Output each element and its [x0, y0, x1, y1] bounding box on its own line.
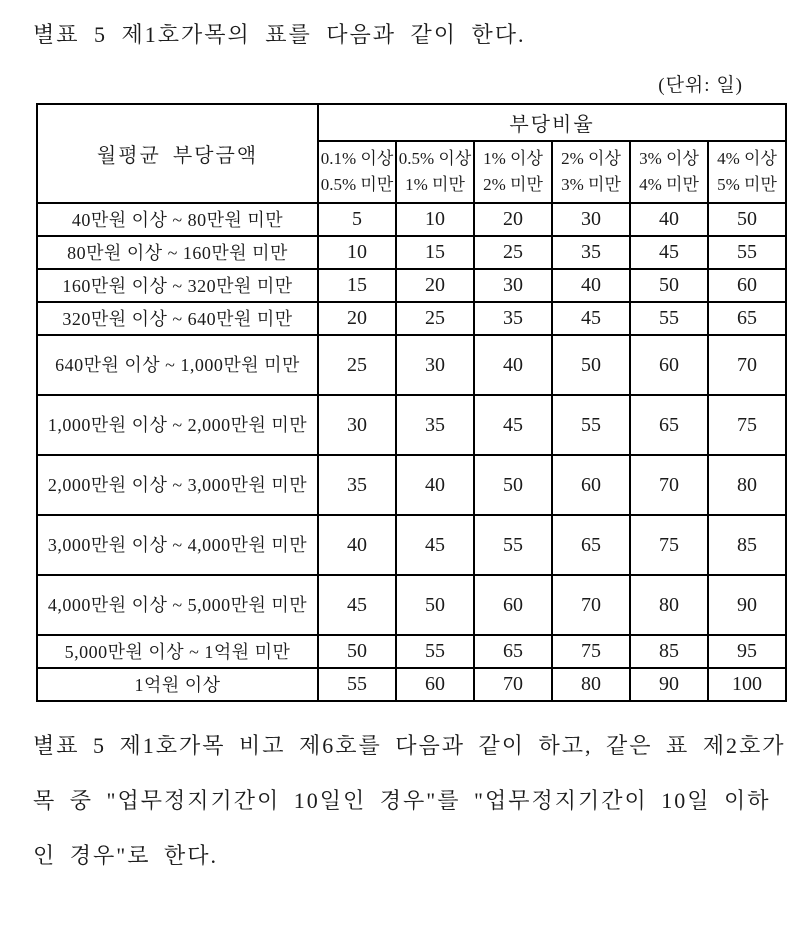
footer-line-2: 목 중 "업무정지기간이 10일인 경우"를 "업무정지기간이 10일 이하 — [33, 788, 771, 813]
days-cell: 15 — [396, 236, 474, 269]
days-cell: 75 — [708, 395, 786, 455]
table-row — [37, 335, 786, 395]
days-cell: 80 — [552, 668, 630, 701]
days-cell: 50 — [552, 335, 630, 395]
days-cell: 55 — [552, 395, 630, 455]
days-cell: 45 — [630, 236, 708, 269]
ratio-column-header-6 — [708, 141, 786, 203]
days-cell: 55 — [318, 668, 396, 701]
footer-paragraph — [33, 732, 786, 870]
ratio-range-upper: 0.5% 이상 — [398, 149, 472, 168]
days-cell: 50 — [630, 269, 708, 302]
header-row-group — [37, 104, 786, 141]
days-cell: 80 — [708, 455, 786, 515]
document-page — [0, 22, 800, 870]
days-cell: 50 — [474, 455, 552, 515]
table-row — [37, 575, 786, 635]
days-cell: 40 — [318, 515, 396, 575]
table-row — [37, 269, 786, 302]
table-row — [37, 302, 786, 335]
ratio-range-lower: 4% 미만 — [639, 175, 699, 194]
days-cell: 30 — [318, 395, 396, 455]
amount-range-cell: 40만원 이상 ~ 80만원 미만 — [37, 203, 318, 236]
days-cell: 75 — [552, 635, 630, 668]
unit-label: (단위: 일) — [658, 75, 743, 96]
ratio-range-upper: 0.1% 이상 — [320, 149, 394, 168]
days-cell: 20 — [474, 203, 552, 236]
amount-range-cell: 80만원 이상 ~ 160만원 미만 — [37, 236, 318, 269]
days-cell: 45 — [318, 575, 396, 635]
ratio-range-upper: 1% 이상 — [483, 149, 543, 168]
days-cell: 65 — [708, 302, 786, 335]
days-cell: 90 — [630, 668, 708, 701]
days-cell: 60 — [708, 269, 786, 302]
days-cell: 30 — [474, 269, 552, 302]
days-cell: 85 — [708, 515, 786, 575]
days-cell: 50 — [708, 203, 786, 236]
days-cell: 10 — [318, 236, 396, 269]
amount-range-cell: 5,000만원 이상 ~ 1억원 미만 — [37, 635, 318, 668]
days-cell: 65 — [474, 635, 552, 668]
days-cell: 5 — [318, 203, 396, 236]
amount-range-cell: 320만원 이상 ~ 640만원 미만 — [37, 302, 318, 335]
days-cell: 85 — [630, 635, 708, 668]
days-cell: 70 — [552, 575, 630, 635]
amount-range-cell: 640만원 이상 ~ 1,000만원 미만 — [37, 335, 318, 395]
ratio-group-header: 부당비율 — [318, 104, 786, 141]
amount-range-cell: 4,000만원 이상 ~ 5,000만원 미만 — [37, 575, 318, 635]
days-cell: 35 — [474, 302, 552, 335]
days-cell: 50 — [396, 575, 474, 635]
amount-range-cell: 1억원 이상 — [37, 668, 318, 701]
days-cell: 45 — [552, 302, 630, 335]
footer-line-3: 인 경우"로 한다. — [33, 843, 218, 868]
days-cell: 30 — [552, 203, 630, 236]
table-header — [37, 104, 786, 203]
ratio-range-lower: 3% 미만 — [561, 175, 621, 194]
ratio-range-upper: 4% 이상 — [717, 149, 777, 168]
days-cell: 55 — [630, 302, 708, 335]
days-cell: 30 — [396, 335, 474, 395]
ratio-column-header-2 — [396, 141, 474, 203]
ratio-column-header-3 — [474, 141, 552, 203]
days-cell: 35 — [396, 395, 474, 455]
table-row — [37, 515, 786, 575]
ratio-range-lower: 2% 미만 — [483, 175, 543, 194]
days-cell: 40 — [630, 203, 708, 236]
days-cell: 60 — [630, 335, 708, 395]
table-row — [37, 455, 786, 515]
days-cell: 55 — [396, 635, 474, 668]
days-cell: 90 — [708, 575, 786, 635]
days-cell: 35 — [552, 236, 630, 269]
ratio-range-lower: 1% 미만 — [405, 175, 465, 194]
days-cell: 40 — [396, 455, 474, 515]
ratio-column-header-1 — [318, 141, 396, 203]
amount-column-header: 월평균 부당금액 — [37, 104, 318, 203]
days-cell: 65 — [630, 395, 708, 455]
table-row — [37, 203, 786, 236]
amount-range-cell: 2,000만원 이상 ~ 3,000만원 미만 — [37, 455, 318, 515]
days-cell: 70 — [708, 335, 786, 395]
days-cell: 55 — [708, 236, 786, 269]
table-row — [37, 395, 786, 455]
days-cell: 40 — [552, 269, 630, 302]
days-cell: 25 — [396, 302, 474, 335]
table-row — [37, 668, 786, 701]
days-cell: 55 — [474, 515, 552, 575]
days-cell: 20 — [318, 302, 396, 335]
days-cell: 15 — [318, 269, 396, 302]
days-cell: 10 — [396, 203, 474, 236]
penalty-days-table — [36, 103, 787, 702]
days-cell: 25 — [474, 236, 552, 269]
days-cell: 20 — [396, 269, 474, 302]
ratio-range-upper: 3% 이상 — [639, 149, 699, 168]
days-cell: 75 — [630, 515, 708, 575]
amount-range-cell: 3,000만원 이상 ~ 4,000만원 미만 — [37, 515, 318, 575]
ratio-range-upper: 2% 이상 — [561, 149, 621, 168]
days-cell: 45 — [474, 395, 552, 455]
ratio-column-header-5 — [630, 141, 708, 203]
table-row — [37, 635, 786, 668]
ratio-column-header-4 — [552, 141, 630, 203]
days-cell: 50 — [318, 635, 396, 668]
days-cell: 60 — [474, 575, 552, 635]
intro-text: 별표 5 제1호가목의 표를 다음과 같이 한다. — [33, 22, 526, 47]
days-cell: 95 — [708, 635, 786, 668]
table-row — [37, 236, 786, 269]
days-cell: 60 — [552, 455, 630, 515]
days-cell: 80 — [630, 575, 708, 635]
ratio-range-lower: 5% 미만 — [717, 175, 777, 194]
days-cell: 40 — [474, 335, 552, 395]
days-cell: 35 — [318, 455, 396, 515]
days-cell: 60 — [396, 668, 474, 701]
days-cell: 65 — [552, 515, 630, 575]
amount-range-cell: 1,000만원 이상 ~ 2,000만원 미만 — [37, 395, 318, 455]
ratio-range-lower: 0.5% 미만 — [320, 175, 394, 194]
footer-line-1: 별표 5 제1호가목 비고 제6호를 다음과 같이 하고, 같은 표 제2호가 — [33, 733, 786, 758]
amount-range-cell: 160만원 이상 ~ 320만원 미만 — [37, 269, 318, 302]
days-cell: 25 — [318, 335, 396, 395]
days-cell: 100 — [708, 668, 786, 701]
days-cell: 45 — [396, 515, 474, 575]
days-cell: 70 — [630, 455, 708, 515]
table-body — [37, 203, 786, 701]
days-cell: 70 — [474, 668, 552, 701]
